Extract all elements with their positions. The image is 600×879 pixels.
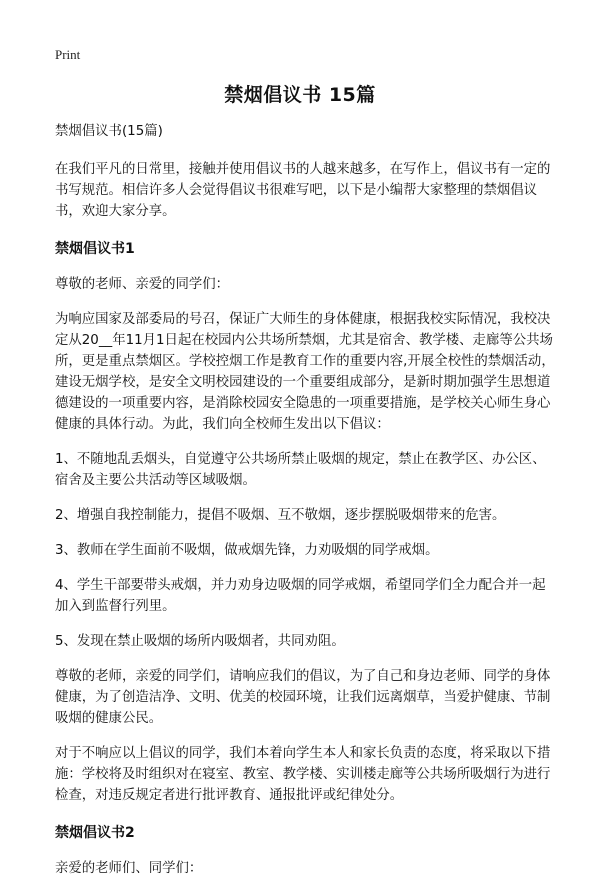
initiative-item-5: 5、发现在禁止吸烟的场所内吸烟者，共同劝阻。	[55, 634, 345, 649]
body-paragraph-1: 为响应国家及部委局的号召，保证广大师生的身体健康，根据我校实际情况，我校决定从20__年11月1日起在校园内公共场所禁烟，尤其是宿舍、教学楼、走廊等公共场所，更是重点禁烟区。学校控烟工作是教育工作的重要内容,开展全校性的禁烟活动，建设无烟学校，是安全文明校园建设的一个重要组成部分，是新时期加强学生思想道德建设的一项重要内容，是消除校园安全隐患的一项重要措施，是学校关心师生身心健康的具体行动。为此，我们向全校师生发出以下倡议：	[55, 312, 555, 432]
document-body	[55, 121, 555, 879]
document-subtitle: 禁烟倡议书(15篇)	[55, 124, 163, 139]
salutation-1: 尊敬的老师、亲爱的同学们：	[55, 277, 230, 292]
intro-paragraph: 在我们平凡的日常里，接触并使用倡议书的人越来越多，在写作上，倡议书有一定的书写规范。相信许多人会觉得倡议书很难写吧，以下是小编帮大家整理的禁烟倡议书，欢迎大家分享。	[55, 162, 551, 219]
print-link[interactable]: Print	[55, 47, 81, 62]
page-title: 禁烟倡议书 15篇	[224, 84, 376, 106]
closing-paragraph-1: 尊敬的老师，亲爱的同学们，请响应我们的倡议，为了自己和身边老师、同学的身体健康，为了创造洁净、文明、优美的校园环境，让我们远离烟草，当爱护健康、节制吸烟的健康公民。	[55, 669, 551, 726]
salutation-2: 亲爱的老师们、同学们：	[55, 861, 203, 876]
initiative-item-2: 2、增强自我控制能力，提倡不吸烟、互不敬烟，逐步摆脱吸烟带来的危害。	[55, 508, 506, 523]
initiative-item-1: 1、不随地乱丢烟头，自觉遵守公共场所禁止吸烟的规定，禁止在教学区、办公区、宿舍及主要公共活动等区域吸烟。	[55, 452, 546, 488]
closing-paragraph-2: 对于不响应以上倡议的同学，我们本着向学生本人和家长负责的态度，将采取以下措施：学校将及时组织对在寝室、教室、教学楼、实训楼走廊等公共场所吸烟行为进行检查，对违反规定者进行批评教育、通报批评或纪律处分。	[55, 746, 551, 803]
section-heading-1: 禁烟倡议书1	[55, 241, 135, 257]
section-heading-2: 禁烟倡议书2	[55, 825, 135, 841]
initiative-item-4: 4、学生干部要带头戒烟，并力劝身边吸烟的同学戒烟，希望同学们全力配合并一起加入到监督行列里。	[55, 578, 546, 614]
initiative-item-3: 3、教师在学生面前不吸烟，做戒烟先锋，力劝吸烟的同学戒烟。	[55, 543, 439, 558]
